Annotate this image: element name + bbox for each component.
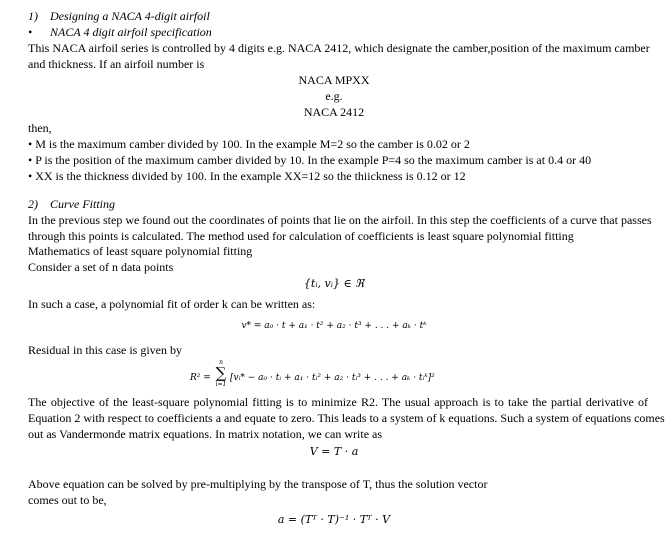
code-eg: e.g. [325,89,343,103]
section2-heading [28,196,115,212]
residual-lhs: R² = [190,373,211,383]
sum-symbol: ∑ [215,364,227,382]
section2-para2-line2: Equation 2 with respect to coefficients a and equate to zero. This leads to a system of k equations. Such a system of equations comes [28,411,665,425]
code-example: NACA 2412 [303,105,365,119]
section2-number: 2) [28,197,38,211]
equation-solution: a = (Tᵀ · T)⁻¹ · Tᵀ · V [277,513,391,526]
poly-fit-line: In such a case, a polynomial fit of order k can be written as: [28,297,316,311]
bullet-item-m: • M is the maximum camber divided by 100. In the example M=2 so the camber is 0.02 or 2 [28,137,470,151]
section2-para3-line2: comes out to be, [28,493,107,507]
section2-para3-line1: Above equation can be solved by pre-multiplying by the transpose of T, thus the solution vector [28,477,488,491]
bullet-item-xx: • XX is the thickness divided by 100. In the example XX=12 so the thiickness is 0.12 or 12 [28,169,466,183]
section1-bullet-title: NACA 4 digit airfoil specification [50,25,212,39]
section1-number: 1) [28,9,38,23]
math-title-line: Mathematics of least square polynomial fitting [28,244,253,258]
section1-then: then, [28,121,52,135]
consider-line: Consider a set of n data points [28,260,174,274]
code-pattern: NACA MPXX [298,73,370,87]
section1-bullet-title-line [28,24,212,40]
equation-polynomial: v* = a₀ · t + a₁ · t² + a₂ · t³ + . . . + aₖ · tᵏ [241,321,427,331]
residual-body: [vᵢ* − a₀ · tᵢ + a₁ · tᵢ² + a₂ · tᵢ³ + . . . + aₖ · tᵢᵏ]² [230,373,435,383]
section1-title: Designing a NACA 4-digit airfoil [50,9,210,23]
bullet-dot-icon: • [28,25,33,39]
equation-matrix: V = T · a [309,445,359,458]
section1-para-line1: This NACA airfoil series is controlled by 4 digits e.g. NACA 2412, which designate the camber,position of the maximum camber [28,41,650,55]
section2-para2-line1: The objective of the least-square polynomial fitting is to minimize R2. The usual approach is to take the partial derivative of [28,395,648,409]
residual-line: Residual in this case is given by [28,343,182,357]
section2-title: Curve Fitting [50,197,115,211]
bullet-item-p: • P is the position of the maximum camber divided by 10. In the example P=4 so the maximum camber is at 0.4 or 40 [28,153,592,167]
section1-heading [28,8,210,24]
section2-para1-line1: In the previous step we found out the coordinates of points that lie on the airfoil. In this step the coefficients of a curve that passes [28,213,652,227]
equation-data-set: {tᵢ, vᵢ} ∈ ℜ [303,277,365,290]
sum-lower-limit: i=1 [215,381,227,388]
section2-para1-line2: through this points is calculated. The method used for calculation of coefficients is least square polynomial fitting [28,229,574,243]
section1-para-line2: and thickness. If an airfoil number is [28,57,205,71]
section2-para2-line3: out as Vandermonde matrix equations. In matrix notation, we can write as [28,427,383,441]
sum-upper-limit: n [219,359,223,366]
